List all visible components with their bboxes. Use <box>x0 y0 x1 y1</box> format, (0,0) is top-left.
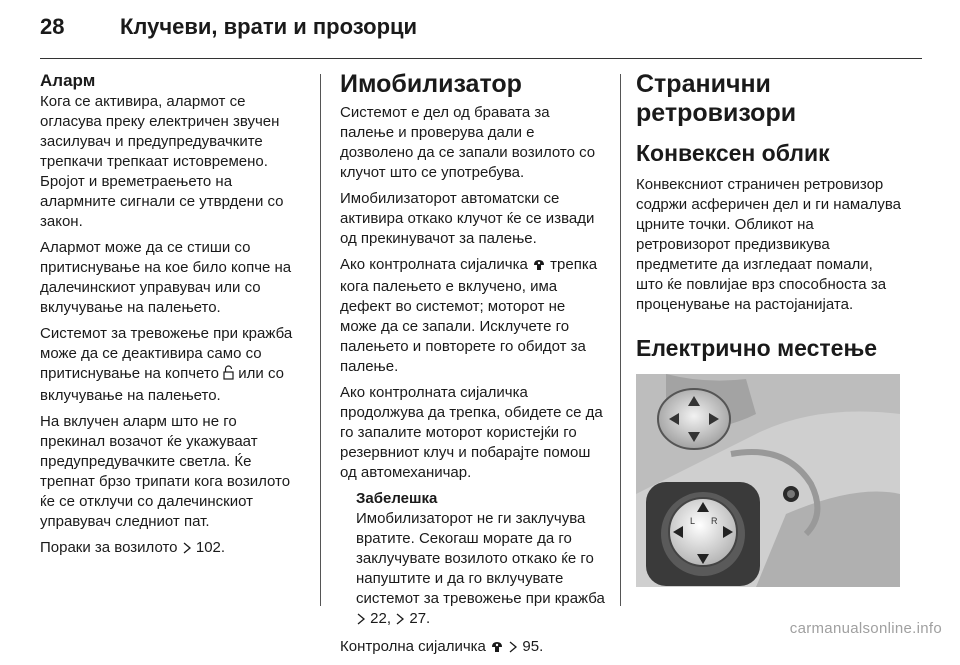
page-header <box>40 14 417 54</box>
control-lamp-text: Контролна сијаличка <box>340 638 486 655</box>
alarm-paragraph-3-start: Системот за тревожење при кражба може да се деактивира само со притиснување на копчето <box>40 325 293 382</box>
control-lamp-ref[interactable]: 95. <box>522 638 544 655</box>
svg-text:R: R <box>711 516 718 526</box>
mirror-control-photo <box>636 374 900 587</box>
immobiliser-lamp-icon <box>490 639 504 659</box>
convex-paragraph: Конвексниот страничен ретровизор содржи асферичен дел и ги намалува црните точки. Обликот на ретровизорот предизвикува предметите да изгледаат помали, што ќе повлијае врз способноста за проценување на растојанијата. <box>636 176 901 313</box>
page-number: 28 <box>40 14 65 39</box>
vehicle-messages-text: Пораки за возилото <box>40 539 178 556</box>
alarm-paragraph-3 <box>40 324 302 406</box>
convex-shape-heading: Конвексен облик <box>636 140 830 166</box>
alarm-paragraph-4: На вклучен аларм што не го прекинал возачот ќе укажуваат предупредувачките светла. Ќе трепнат брзо трипати кога возилото ќе се отклучи со далечинскиот управувач следниот пат. <box>40 413 291 530</box>
header-rule <box>40 58 922 59</box>
unlock-icon <box>223 365 234 386</box>
note-box <box>340 489 606 631</box>
electric-adjustment-heading: Електрично местење <box>636 335 878 361</box>
column-divider <box>620 74 621 606</box>
note-ref-1[interactable]: 22, <box>370 610 392 627</box>
watermark: carmanualsonline.info <box>789 620 942 637</box>
immobiliser-paragraph-3-start: Ако контролната сијаличка <box>340 256 528 273</box>
note-ref-2[interactable]: 27. <box>409 610 431 627</box>
note-text: Имобилизаторот не ги заклучува вратите. Секогаш морате да го заклучувате возилото откако ќе го напуштите и да го вклучувате системот за тревожење при кражба <box>356 510 605 607</box>
immobiliser-paragraph-5 <box>340 637 606 659</box>
vehicle-messages-ref[interactable]: 102. <box>195 539 226 556</box>
immobiliser-heading: Имобилизатор <box>340 70 522 98</box>
alarm-paragraph-5 <box>40 538 302 560</box>
reference-arrow-icon <box>508 639 518 659</box>
reference-arrow-icon <box>182 540 192 560</box>
column-divider <box>320 74 321 606</box>
alarm-paragraph-1: Кога се активира, алармот се огласува преку електричен звучен засилувач и предупредувачките трепкачи трепкаат истовремено. Бројот и времетраењето на алармните сигнали се утврдени со закон. <box>40 93 284 230</box>
chapter-title: Клучеви, врати и прозорци <box>120 14 418 39</box>
immobiliser-lamp-icon <box>532 257 546 277</box>
svg-text:L: L <box>690 516 696 526</box>
immobiliser-paragraph-3 <box>340 255 606 377</box>
alarm-heading: Аларм <box>40 71 96 90</box>
column-alarm <box>40 70 302 566</box>
alarm-paragraph-2: Алармот може да се стиши со притиснување на кое било копче на далечинскиот управувач или со вклучување на палењето. <box>40 239 292 316</box>
column-mirrors <box>636 70 904 587</box>
column-immobiliser <box>340 70 606 665</box>
immobiliser-paragraph-3-end: трепка кога палењето е вклучено, има дефект во системот; моторот не може да се запали. Исклучете го палењето и повторете го обидот за палење. <box>340 256 598 375</box>
mirrors-heading: Странични ретровизори <box>636 70 797 127</box>
immobiliser-paragraph-2: Имобилизаторот автоматски се активира откако клучот ќе се извади од прекинувачот за палење. <box>340 190 595 247</box>
immobiliser-paragraph-1: Системот е дел од бравата за палење и проверува дали е дозволено да се запали возилото со клучот што се употребува. <box>340 104 596 181</box>
alarm-paragraph-3-end: или со вклучување на палењето. <box>40 365 284 404</box>
immobiliser-paragraph-4: Ако контролната сијаличка продолжува да трепка, обидете се да го запалите моторот користејќи го резервниот клуч и побарајте помош од автомеханичар. <box>340 384 603 481</box>
note-title: Забелешка <box>356 490 438 507</box>
